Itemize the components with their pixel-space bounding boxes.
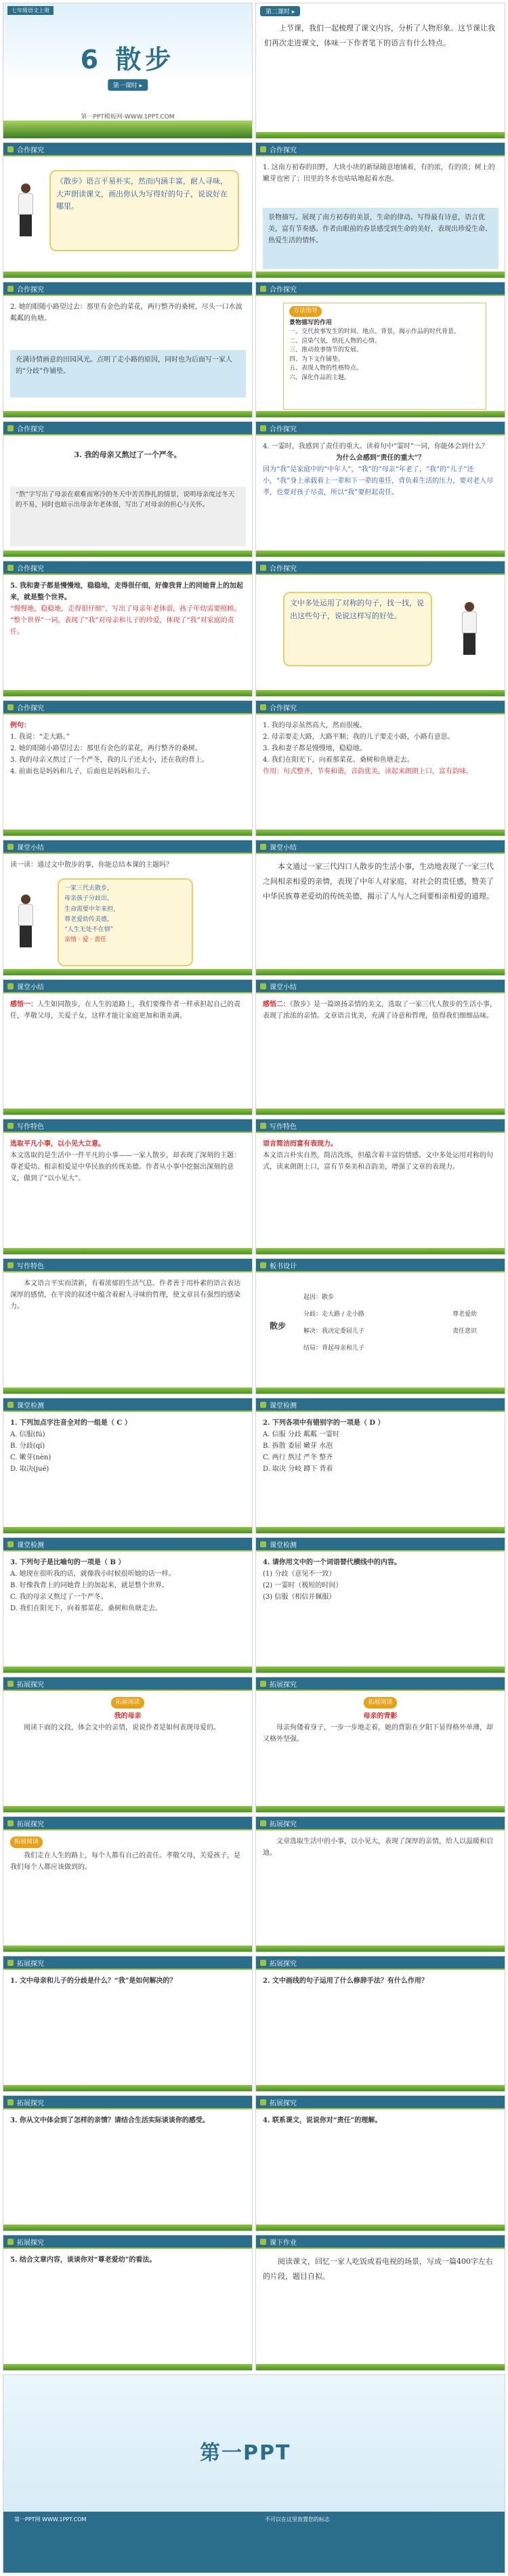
poem-line: 生命需要中年来担， xyxy=(64,905,120,913)
tip-title: 景物描写的作用 xyxy=(289,319,333,326)
footer-left-text: 第一PPT网 WWW.1PPT.COM xyxy=(14,2516,87,2523)
slide-33 xyxy=(3,2235,253,2371)
reading-tag: 拓展阅读 xyxy=(10,1837,43,1848)
tip-item: 六、深化作品的主题。 xyxy=(289,374,351,381)
slide-28 xyxy=(255,1816,505,1952)
grass-decoration xyxy=(256,1527,505,1533)
question-text: 读一读：通过文中散步的事，你能总结本课的主题吗？ xyxy=(10,861,173,869)
grass-decoration xyxy=(3,2225,252,2231)
question-text: 3. 你从文中体会到了怎样的亲情？请结合生活实际谈谈你的感受。 xyxy=(10,2117,209,2124)
grass-decoration xyxy=(256,1248,505,1254)
answer-box: 景物描写。展现了南方初春的美景，生命的律动。写得最有诗意，语言优美，富有节奏感。作者由眼前的春景感受到生命的美好，表现出珍爱生命、热爱生活的情怀。 xyxy=(263,208,499,269)
answer-box: 充满诗情画意的田园风光。点明了走小路的原因，同时也为后面写一家人的“分歧”作铺垫。 xyxy=(10,350,246,398)
slide-19 xyxy=(3,1258,253,1394)
grass-decoration xyxy=(256,551,505,557)
question-text: 3. 下列句子是比喻句的一项是（ B ） xyxy=(10,1559,125,1566)
slide-cover xyxy=(3,3,253,139)
feature-text: 本文语言平实而清新，有着浓郁的生活气息。作者善于用朴素的语言表达深厚的感情，在平淡的叙述中蕴含着耐人寻味的哲理，使文章具有强烈的感染力。 xyxy=(10,1280,240,1310)
feature-heading: 语言简洁而富有表现力。 xyxy=(263,1140,337,1148)
grass-decoration xyxy=(256,969,505,975)
section-icon xyxy=(260,1123,266,1129)
section-icon xyxy=(260,1681,266,1687)
homework-text: 阅读课文，回忆一家人吃饭或看电视的场景，写成一篇400字左右的片段，题目自拟。 xyxy=(263,2257,493,2281)
option[interactable]: B. 好像我背上的同她背上的加起来，就是整个世界。 xyxy=(10,1582,169,1589)
insight-text: 《散步》是一篇颂扬亲情的美文，选取了一家三代人散步的生活小事，表现了浓浓的亲情。文章语言优美，充满了诗意和哲理，值得我们细细品味。 xyxy=(263,1001,496,1020)
section-icon xyxy=(260,286,266,292)
section-icon xyxy=(7,1402,14,1408)
grass-decoration xyxy=(256,2225,505,2231)
grass-decoration xyxy=(3,690,252,696)
slide-footer xyxy=(3,2374,505,2573)
answer-item: (1) 分歧（意见不一致） xyxy=(263,1570,336,1578)
section-icon xyxy=(7,286,14,292)
slide-14 xyxy=(255,840,505,976)
slide-10 xyxy=(255,561,505,697)
section-title: 课堂小结 xyxy=(17,844,44,852)
teacher-figure xyxy=(459,602,480,655)
grass-decoration xyxy=(3,969,252,975)
section-title: 课堂检测 xyxy=(270,1541,297,1549)
question-text: 5. 我和妻子都是慢慢地，稳稳地，走得很仔细，好像我背上的同她背上的加起来，就是整个世界。 xyxy=(10,582,243,601)
mindmap-branch: 分歧：走大路 / 走小路 xyxy=(303,1311,364,1318)
method-tip xyxy=(283,303,486,410)
question-text: 4. 请你用文中的一个词语替代横线中的内容。 xyxy=(263,1559,401,1566)
grass-decoration xyxy=(3,2364,252,2370)
section-title: 课下作业 xyxy=(270,2239,297,2247)
section-icon xyxy=(260,146,266,152)
section-title: 拓展探究 xyxy=(17,1820,44,1828)
section-title: 拓展探究 xyxy=(270,1820,297,1828)
section-title: 写作特色 xyxy=(17,1123,44,1131)
example-heading: 例句： xyxy=(10,722,30,729)
grass-decoration xyxy=(3,1667,252,1673)
section-icon xyxy=(260,425,266,431)
section-title: 拓展探究 xyxy=(17,1681,44,1689)
grass-decoration xyxy=(256,132,505,138)
grass-decoration xyxy=(3,1388,252,1394)
section-icon xyxy=(7,1820,14,1826)
section-title: 合作探究 xyxy=(270,286,297,294)
insight-text: 人生如同散步，在人生的道路上，我们要像作者一样承担起自己的责任，孝敬父母，关爱子女，这样才能让家庭更加和谐美满。 xyxy=(10,1001,240,1020)
reading-tag: 拓展阅读 xyxy=(111,1697,144,1709)
question-text: 2. 文中画线的句子运用了什么修辞手法？有什么作用？ xyxy=(263,1977,428,1985)
grass-decoration xyxy=(3,121,252,138)
question-text: 2. 她的眼随小路望过去：那里有金色的菜花，两行整齐的桑树，尽头一口水波粼粼的鱼塘。 xyxy=(10,303,242,322)
note-box: “熬”字写出了母亲在艰难而寒冷的冬天中苦苦挣扎的情景，说明母亲度过冬天的不易，同时也暗示出母亲年老体弱，写出了对母亲的担心与关怀。 xyxy=(10,487,246,546)
section-title: 拓展探究 xyxy=(17,2099,44,2107)
example-item: 1. 我说：“走大路。” xyxy=(10,733,70,741)
slide-32 xyxy=(255,2095,505,2231)
example-item: 4. 前面也是妈妈和儿子，后面也是妈妈和儿子。 xyxy=(10,768,154,775)
section-title: 拓展探究 xyxy=(270,2099,297,2107)
slide-18 xyxy=(255,1119,505,1255)
slide-20 xyxy=(255,1258,505,1394)
slide-29 xyxy=(3,1956,253,2092)
section-title: 拓展探究 xyxy=(17,1960,44,1968)
section-icon xyxy=(260,2239,266,2245)
slide-21 xyxy=(3,1398,253,1534)
feature-heading: 选取平凡小事，以小见大立意。 xyxy=(10,1140,105,1148)
grass-decoration xyxy=(3,1527,252,1533)
section-title: 写作特色 xyxy=(270,1123,297,1131)
sentence-item: 4. 我们在阳光下，向着那菜花、桑树和鱼塘走去。 xyxy=(263,756,414,764)
question-text: 4. 一霎时，我感到了责任的重大。读着句中“霎时”一词，你能体会到什么？ xyxy=(263,443,488,450)
lesson-title: 6 散步 xyxy=(80,45,175,74)
analysis-text: “慢慢地，稳稳地，走得很仔细”，写出了母亲年老体弱，孩子年幼需要照顾。 xyxy=(10,605,241,613)
slide-16 xyxy=(255,979,505,1115)
feature-text: 本文选取的是生活中一件平凡的小事——一家人散步，却表现了深刻的主题：尊老爱幼、相亲相爱是中华民族的传统美德。作者从小事中挖掘出深刻的意义，做到了“以小见大”。 xyxy=(10,1152,240,1182)
section-icon xyxy=(260,983,266,989)
slide-7 xyxy=(3,421,253,557)
section-icon xyxy=(260,1820,266,1826)
answer-item: (2) 一霎时（极短的时间） xyxy=(263,1582,343,1589)
section-icon xyxy=(7,1681,14,1687)
option[interactable]: D. 取决 分岐 蹲下 背着 xyxy=(263,1465,333,1473)
reading-text: 我们走在人生的路上，每个人都有自己的责任。孝敬父母，关爱孩子，是我们每个人都应该做到的。 xyxy=(10,1852,240,1872)
question-text: 2. 下列各项中有错别字的一项是（ D ） xyxy=(263,1419,385,1427)
tip-item: 四、为下文作铺垫。 xyxy=(289,356,345,363)
section-title: 课堂检测 xyxy=(17,1541,44,1549)
section-icon xyxy=(260,1541,266,1547)
speech-bubble: 文中多处运用了对称的句子，找一找，说出这些句子，说说这样写的好处。 xyxy=(283,592,432,666)
poem-line: 母亲孩子分歧出， xyxy=(64,895,114,903)
slide-15 xyxy=(3,979,253,1115)
reading-tag: 拓展阅读 xyxy=(364,1697,396,1709)
mindmap-theme: 尊老爱幼 xyxy=(452,1311,478,1318)
effect-text: 作用：句式整齐，节奏和谐，音韵优美，读起来朗朗上口，富有韵味。 xyxy=(263,768,473,775)
option[interactable]: C. 嫩芽(nèn) xyxy=(10,1454,51,1461)
footer-logo: 第一PPT xyxy=(200,2441,291,2465)
sentence-item: 2. 母亲要走大路，大路平顺；我的儿子要走小路，小路有意思。 xyxy=(263,733,454,741)
poem-line: 尊老爱幼传美德， xyxy=(64,916,114,923)
tip-item: 五、表现人物的性格特点。 xyxy=(289,365,363,372)
slide-26 xyxy=(255,1677,505,1813)
option[interactable]: C. 两行 熬过 严冬 整齐 xyxy=(263,1454,333,1461)
question-text: 5. 结合文章内容，谈谈你对“尊老爱幼”的看法。 xyxy=(10,2256,156,2264)
section-icon xyxy=(7,704,14,710)
tip-item: 二、渲染气氛，烘托人物的心情。 xyxy=(289,337,381,345)
option[interactable]: C. 我的母亲又熬过了一个严冬。 xyxy=(10,1593,108,1601)
grass-decoration xyxy=(256,2364,505,2370)
grass-decoration xyxy=(3,411,252,417)
grass-decoration xyxy=(3,830,252,836)
section-icon xyxy=(260,2099,266,2105)
mindmap-theme: 责任意识 xyxy=(452,1328,478,1335)
grass-decoration xyxy=(256,690,505,696)
poem-line: 一家三代去散步， xyxy=(64,885,114,892)
cover-subtitle: 第一PPT模板网-WWW.1PPT.COM xyxy=(81,114,175,121)
section-title: 拓展探究 xyxy=(17,2239,44,2247)
grass-decoration xyxy=(3,1109,252,1115)
section-title: 板书设计 xyxy=(270,1262,297,1270)
answer-text: 因为“我”是家庭中的“中年人”，“我”的“母亲”年老了，“我”的“儿子”还小，“我”身上承载着上一辈和下一辈的重任，背负着生活的压力，要对老人尽孝，也要对孩子尽责，所以“我”要担起责任。 xyxy=(263,466,494,496)
slide-intro xyxy=(255,3,505,139)
option[interactable]: B. 拆散 委屈 嫩芽 水泡 xyxy=(263,1442,333,1450)
reading-title: 母亲的背影 xyxy=(363,1713,398,1721)
mindmap-root: 散步 xyxy=(270,1321,287,1331)
section-icon xyxy=(7,146,14,152)
section-title: 合作探究 xyxy=(17,425,44,433)
mindmap-branch: 结局：背起母亲和儿子 xyxy=(303,1345,365,1352)
intro-text: 上节课，我们一起梳理了课文内容，分析了人物形象。这节课让我们再次走进课文，体味一下作者笔下的语言有什么特点。 xyxy=(264,24,495,47)
slide-5 xyxy=(3,282,253,418)
question-text: 4. 联系课文，说说你对“责任”的理解。 xyxy=(263,2117,382,2124)
reading-text: 母亲佝偻着身子，一步一步地走着，她的背影在夕阳下显得格外单薄，却又格外坚强。 xyxy=(263,1724,493,1744)
slide-13 xyxy=(3,840,253,976)
analysis-text: “整个世界”一词，表现了“我”对母亲和儿子的珍爱，体现了“我”对家庭的责任。 xyxy=(10,617,234,636)
poem-line: “人生无处不在情” xyxy=(64,926,114,934)
answer-item: (3) 信服（相信并佩服） xyxy=(263,1593,336,1601)
summary-text: 本文通过一家三代四口人散步的生活小事，生动地表现了一家三代之间相亲相爱的亲情，表现了中年人对家庭、对社会的责任感，赞美了中华民族尊老爱幼的传统美德，揭示了人与人之间要相亲相爱的道理。 xyxy=(263,862,494,901)
question-text: 1. 这南方初春的田野，大块小块的新绿随意地铺着，有的浓，有的淡；树上的嫩芽也密了；田里的冬水也咕咕地起着水泡。 xyxy=(263,164,495,183)
grass-decoration xyxy=(256,1109,505,1115)
question-text: 1. 下列加点字注音全对的一组是（ C ） xyxy=(10,1419,131,1427)
slide-24 xyxy=(255,1537,505,1673)
grass-decoration xyxy=(256,830,505,836)
grass-decoration xyxy=(256,1667,505,1673)
grass-decoration xyxy=(3,1946,252,1952)
grass-decoration xyxy=(3,272,252,278)
slide-8 xyxy=(255,421,505,557)
section-icon xyxy=(260,844,266,850)
section-icon xyxy=(7,2239,14,2245)
feature-text: 本文语言朴实自然，简洁洗练，但蕴含着丰富的情感。文中多处运用对称的句式，读来朗朗上口，富有节奏美和音韵美，增强了文章的表现力。 xyxy=(263,1152,493,1171)
lesson-button[interactable]: 第一课时 ▸ xyxy=(108,79,148,91)
insight-heading: 感悟二： xyxy=(263,1001,290,1008)
section-title: 课堂检测 xyxy=(17,1402,44,1410)
lesson-tag[interactable]: 第二课时 ▸ xyxy=(260,6,300,16)
section-icon xyxy=(7,983,14,989)
tip-item: 一、交代故事发生的时间、地点、背景，揭示作品的时代背景。 xyxy=(289,328,461,335)
section-icon xyxy=(260,565,266,571)
slide-12 xyxy=(255,700,505,836)
speech-bubble: 《散步》语言平易朴实，然而内涵丰富，耐人寻味，大声朗读课文，画出你认为写得好的句子，说说好在哪里。 xyxy=(49,170,239,251)
section-title: 合作探究 xyxy=(270,565,297,573)
option[interactable]: A. 她现在很听我的话，就像我小时候很听她的话一样。 xyxy=(10,1570,175,1578)
slide-22 xyxy=(255,1398,505,1534)
section-icon xyxy=(7,565,14,571)
footer-band xyxy=(3,2512,505,2573)
slide-25 xyxy=(3,1677,253,1813)
sentence-item: 1. 我的母亲虽然高大，然而很瘦。 xyxy=(263,722,366,729)
teacher-figure xyxy=(16,895,36,947)
theme-tags: 亲情 · 爱 · 责任 xyxy=(64,937,107,944)
section-title: 合作探究 xyxy=(270,704,297,712)
section-title: 合作探究 xyxy=(17,565,44,573)
reading-title: 我的母亲 xyxy=(114,1713,142,1721)
mindmap-branch: 起因：散步 xyxy=(303,1294,335,1301)
section-icon xyxy=(260,1262,266,1268)
grade-tag: 七年级语文上册 xyxy=(7,6,54,15)
tip-item: 三、推动故事情节的发展。 xyxy=(289,347,363,353)
section-title: 课堂小结 xyxy=(17,983,44,991)
section-title: 合作探究 xyxy=(17,286,44,294)
question-text: 3. 我的母亲又熬过了一个严冬。 xyxy=(74,450,182,459)
grass-decoration xyxy=(256,2085,505,2091)
slide-31 xyxy=(3,2095,253,2231)
slide-17 xyxy=(3,1119,253,1255)
summary-bubble xyxy=(58,878,193,966)
slide-6 xyxy=(255,282,505,418)
grass-decoration xyxy=(256,1388,505,1394)
section-icon xyxy=(7,2099,14,2105)
section-title: 合作探究 xyxy=(270,146,297,154)
section-icon xyxy=(7,1541,14,1547)
slide-23 xyxy=(3,1537,253,1673)
grass-decoration xyxy=(256,272,505,278)
section-title: 合作探究 xyxy=(17,146,44,154)
section-title: 课堂小结 xyxy=(270,844,297,852)
section-icon xyxy=(7,1123,14,1129)
reading-text: 文章选取生活中的小事，以小见大，表现了深厚的亲情，给人以温暖和启迪。 xyxy=(263,1838,493,1857)
section-icon xyxy=(260,1402,266,1408)
section-title: 拓展探究 xyxy=(270,1960,297,1968)
section-title: 写作特色 xyxy=(17,1262,44,1270)
section-icon xyxy=(7,1262,14,1268)
grass-decoration xyxy=(3,2085,252,2091)
tip-heading: 方法指导 xyxy=(289,306,322,317)
teacher-figure xyxy=(16,184,36,236)
footer-right-text: 不可以在这里放置您的标志 xyxy=(265,2516,330,2523)
slide-11 xyxy=(3,700,253,836)
slide-3 xyxy=(3,142,253,278)
option[interactable]: D. 取决(jué) xyxy=(10,1465,49,1473)
question-text: 1. 文中母亲和儿子的分歧是什么？“我”是如何解决的？ xyxy=(10,1977,177,1985)
section-icon xyxy=(7,425,14,431)
section-icon xyxy=(260,704,266,710)
grass-decoration xyxy=(3,1806,252,1812)
section-icon xyxy=(7,1960,14,1966)
slide-9 xyxy=(3,561,253,697)
sentence-item: 3. 我和妻子都是慢慢地，稳稳地。 xyxy=(263,745,366,752)
insight-heading: 感悟一： xyxy=(10,1001,37,1008)
slide-34 xyxy=(255,2235,505,2371)
section-title: 课堂小结 xyxy=(270,983,297,991)
section-icon xyxy=(260,1960,266,1966)
example-item: 2. 她的眼随小路望过去：那里有金色的菜花，两行整齐的桑树。 xyxy=(10,745,202,752)
example-item: 3. 我的母亲又熬过了一个严冬，我的儿子还太小，还在我的背上。 xyxy=(10,756,209,764)
grass-decoration xyxy=(256,1806,505,1812)
section-title: 课堂检测 xyxy=(270,1402,297,1410)
reading-text: 阅读下面的文段，体会文中的亲情，说说作者是如何表现母爱的。 xyxy=(24,1724,220,1732)
mindmap-branch: 解决：我决定委屈儿子 xyxy=(303,1328,365,1335)
grass-decoration xyxy=(256,1946,505,1952)
section-title: 拓展探究 xyxy=(270,1681,297,1689)
grass-decoration xyxy=(3,1248,252,1254)
grass-decoration xyxy=(256,411,505,417)
section-title: 合作探究 xyxy=(270,425,297,433)
option[interactable]: D. 我们在阳光下，向着那菜花、桑树和鱼塘走去。 xyxy=(10,1605,163,1612)
question-sub: 为什么会感到“责任的重大”？ xyxy=(335,454,425,462)
slide-4 xyxy=(255,142,505,278)
option[interactable]: A. 信服(fú) xyxy=(10,1431,45,1438)
slide-27 xyxy=(3,1816,253,1952)
grass-decoration xyxy=(3,551,252,557)
section-title: 合作探究 xyxy=(17,704,44,712)
option[interactable]: A. 信服 分歧 粼粼 一霎时 xyxy=(263,1431,340,1438)
slide-30 xyxy=(255,1956,505,2092)
option[interactable]: B. 分歧(qí) xyxy=(10,1442,45,1450)
section-icon xyxy=(7,844,14,850)
